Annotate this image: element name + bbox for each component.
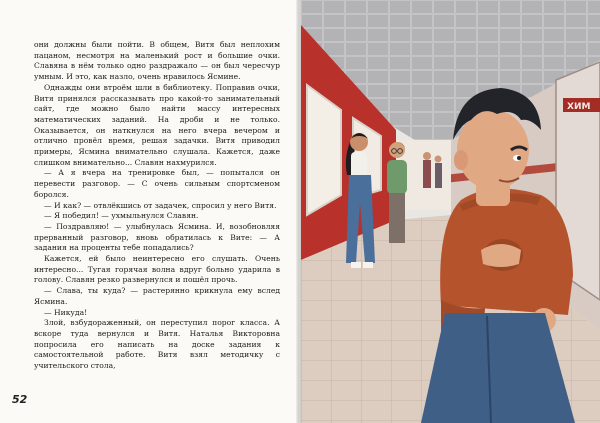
paragraph: они должны были пойти. В общем, Витя был неплохим пацаном, несмотря на маленький рост и большие очки. Славяна в нём только одно раздражало — он был чересчур умным. И это, как назло, очень нравилось Ясмине. — [34, 40, 280, 82]
paragraph: — А я вчера на тренировке был, — попытался он перевести разговор. — С очень сильным спортсменом боролся. — [34, 168, 280, 199]
story-text — [34, 40, 280, 372]
page-number: 52 — [12, 393, 28, 406]
illustration-page — [301, 0, 600, 423]
paragraph: Кажется, ей было неинтересно его слушать. Очень интересно... Тугая горячая волна вдруг больно ударила в голову. Славян резко развернулся и пошёл прочь. — [34, 254, 280, 285]
paragraph: — И как? — отвлёкшись от задачек, спросил у него Витя. — [44, 200, 277, 210]
paragraph: — Слава, ты куда? — растерянно крикнула ему вслед Ясмина. — [34, 286, 280, 306]
corridor-illustration — [301, 0, 600, 423]
paragraph: — Поздравляю! — улыбнулась Ясмина. И, возобновляя прерванный разговор, вновь обратилась к Вите: — А задания на проценты тебе попадались? — [34, 221, 280, 253]
paragraph: Злой, взбудораженный, он переступил порог класса. А вскоре туда вернулся и Витя. Наталья Викторовна попросила его написать на доске задания к самостоятельной работе. Витя взял методичку с учительского стола, — [34, 318, 280, 371]
paragraph: — Я победил! — ухмыльнулся Славян. — [44, 211, 199, 221]
door-sign: ХИМ — [567, 102, 591, 112]
paragraph: Однажды они втроём шли в библиотеку. Поправив очки, Витя принялся рассказывать про какой-то занимательный сайт, где можно было найти массу интересных математических заданий. На дроби и не только. Оказывается, он наткнулся на него вчера вечером и отлично провёл время, решая задачки. Витя приводил примеры, Ясмина внимательно слушала. Кажется, даже слишком внимательно... Славян нахмурился. — [34, 82, 280, 167]
paragraph: — Никуда! — [44, 307, 88, 317]
